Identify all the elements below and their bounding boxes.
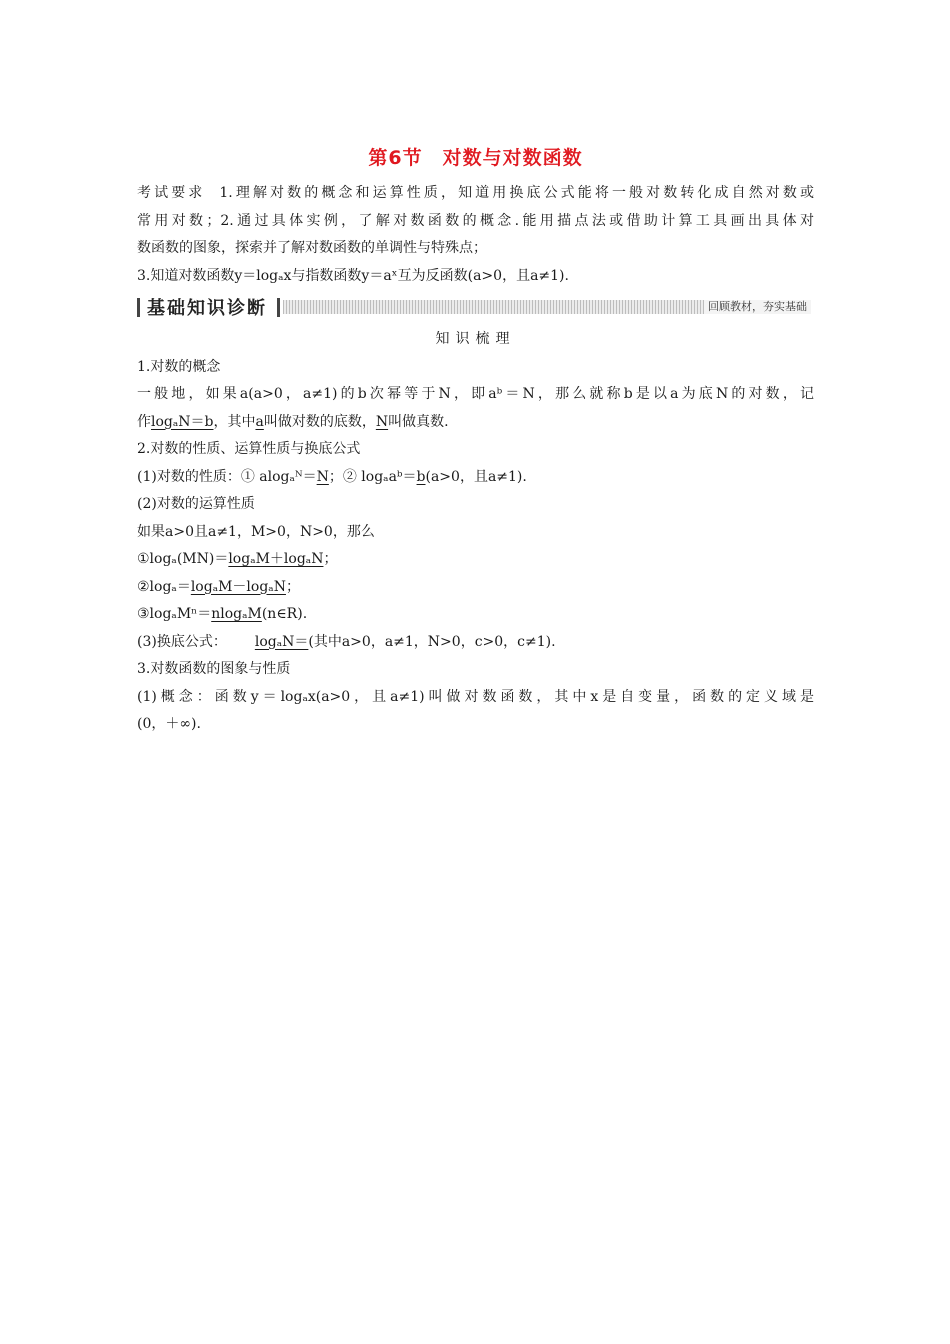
banner-bar-right (277, 298, 280, 317)
requirements-line-1: 考试要求 1.理解对数的概念和运算性质，知道用换底公式能将一般对数转化成自然对数或 (137, 185, 815, 201)
rule-3: ③logₐMⁿ＝nlogₐM(n∈R). (137, 606, 308, 622)
section-banner (137, 292, 814, 322)
requirements-line-4: 3.知道对数函数y＝logₐx与指数函数y＝aˣ互为反函数(a>0，且a≠1). (137, 267, 569, 284)
s2-conditions: 如果a>0且a≠1，M>0，N>0，那么 (137, 523, 375, 540)
s3-line-2: (0，＋∞). (137, 716, 201, 732)
s2-operations-heading: (2)对数的运算性质 (137, 496, 255, 512)
rule-1: ①logₐ(MN)＝logₐM＋logₐN； (137, 551, 338, 567)
page-title: 第6节 对数与对数函数 (368, 147, 583, 169)
base-blank: a (255, 413, 264, 430)
s2-property-line: (1)对数的性质：① alogₐᴺ＝N；② logₐaᵇ＝b(a>0，且a≠1). (137, 468, 527, 485)
s1-line-1: 一般地，如果a(a>0，a≠1)的b次幂等于N，即aᵇ＝N，那么就称b是以a为底N的对数，记 (137, 386, 814, 402)
s1-line-2: 作logₐN＝b，其中a叫做对数的底数，N叫做真数. (137, 413, 449, 430)
banner-title: 基础知识诊断 (147, 298, 267, 319)
requirements-line-3: 数函数的图象，探索并了解对数函数的单调性与特殊点； (137, 240, 487, 256)
rule-2: ②logₐ＝logₐM－logₐN； (137, 578, 300, 595)
banner-tag: 回顾教材，夯实基础 (704, 300, 811, 314)
change-of-base: (3)换底公式： logₐN＝(其中a>0，a≠1，N>0，c>0，c≠1). (137, 633, 556, 650)
requirements-label: 考试要求 (137, 185, 206, 201)
requirements-line-2: 常用对数；2.通过具体实例，了解对数函数的概念.能用描点法或借助计算工具画出具体对 (137, 212, 814, 229)
s2-heading: 2.对数的性质、运算性质与换底公式 (137, 441, 361, 457)
log-definition: logₐN＝b (151, 413, 214, 430)
s3-heading: 3.对数函数的图象与性质 (137, 661, 291, 677)
s3-line-1: (1)概念：函数y＝logₐx(a>0，且a≠1)叫做对数函数，其中x是自变量，函数的定义域是 (137, 688, 814, 705)
s1-heading: 1.对数的概念 (137, 358, 221, 375)
document-page (137, 140, 814, 739)
antilog-blank: N (375, 413, 389, 430)
banner-bar-left (137, 298, 140, 317)
section-title: 知识梳理 (435, 331, 516, 347)
